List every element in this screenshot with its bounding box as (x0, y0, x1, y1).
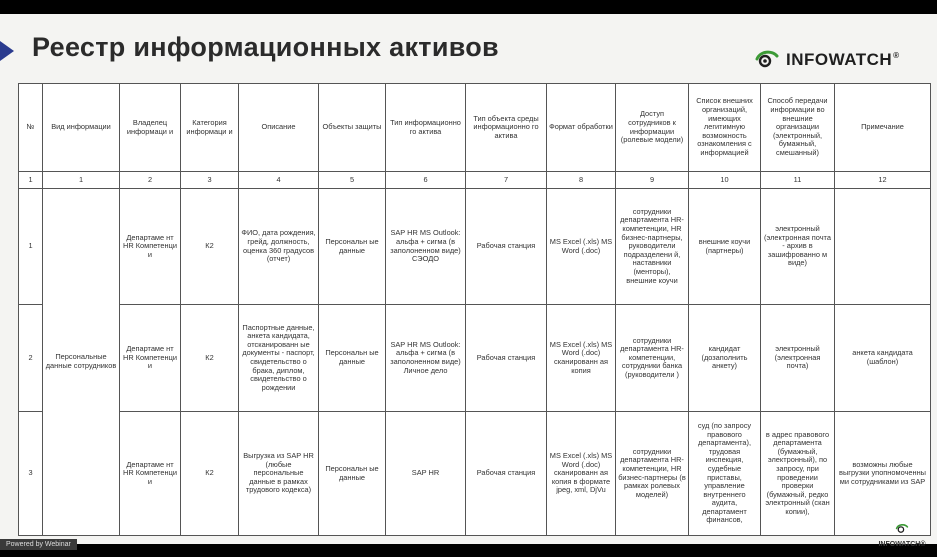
column-header: Тип информационно го актива (386, 84, 466, 172)
access-cell: сотрудники департамента HR-компетенции, сотрудники банка (руководители ) (616, 305, 689, 412)
info-type-cell: Персональные данные сотрудников (43, 189, 120, 536)
table-header-row (19, 84, 931, 172)
objects-cell: Персональн ые данные (319, 305, 386, 412)
table-row (19, 412, 931, 536)
env-type-cell: Рабочая станция (466, 189, 547, 305)
transfer-cell: электронный (электронная почта - архив в зашифрованно м виде) (761, 189, 835, 305)
column-header: Объекты защиты (319, 84, 386, 172)
description-cell: ФИО, дата рождения, грейд, должность, оценка 360 градусов (отчет) (239, 189, 319, 305)
column-number: 8 (547, 172, 616, 189)
column-header: Тип объекта среды информационно го актива (466, 84, 547, 172)
column-number: 7 (466, 172, 547, 189)
column-header: Владелец информаци и (120, 84, 181, 172)
infowatch-logo (754, 42, 900, 78)
slide (0, 14, 937, 548)
table-row (19, 189, 931, 305)
row-number: 1 (19, 189, 43, 305)
category-cell: К2 (181, 189, 239, 305)
corner-logo-text: INFOWATCH® (878, 541, 926, 548)
powered-by-badge[interactable]: Powered by Webinar (0, 539, 77, 550)
infowatch-logo-text: INFOWATCH® (786, 50, 900, 69)
column-number: 1 (19, 172, 43, 189)
owner-cell: Департаме нт HR Компетенци и (120, 412, 181, 536)
corner-infowatch-eye-icon (895, 522, 909, 536)
column-number: 11 (761, 172, 835, 189)
external-orgs-cell: суд (по запросу правового департамента), трудовая инспекция, судебные приставы, управление внутреннего аудита, департамент финансов, (689, 412, 761, 536)
column-number: 9 (616, 172, 689, 189)
column-number: 3 (181, 172, 239, 189)
note-cell: возможны любые выгрузки упопномоченны ми сотрудниками из SAP (835, 412, 931, 536)
corner-infowatch-logo (874, 522, 930, 548)
column-header: Вид информации (43, 84, 120, 172)
format-cell: MS Excel (.xls) MS Word (.doc) сканированн ая копия (547, 305, 616, 412)
row-number: 3 (19, 412, 43, 536)
column-header: Список внешних организаций, имеющих легитимную возможность ознакомления с информацией (689, 84, 761, 172)
access-cell: сотрудники департамента HR-компетенции, HR бизнес-партнеры, руководители подразделени й, наставники (менторы), внешние коучи (616, 189, 689, 305)
asset-type-cell: SAP HR MS Outlook: альфа + сигма (в заполоненном виде) Личное дело (386, 305, 466, 412)
asset-type-cell: SAP HR MS Outlook: альфа + сигма (в заполоненном виде) СЭОДО (386, 189, 466, 305)
owner-cell: Департаме нт HR Компетенци и (120, 189, 181, 305)
transfer-cell: в адрес правового департамента (бумажный, электронный), по запросу, при проведении проверки (бумажный, редко электронный (скан копии), (761, 412, 835, 536)
owner-cell: Департаме нт HR Компетенци и (120, 305, 181, 412)
column-header: Описание (239, 84, 319, 172)
objects-cell: Персональн ые данные (319, 189, 386, 305)
transfer-cell: электронный (электронная почта) (761, 305, 835, 412)
column-number: 1 (43, 172, 120, 189)
column-header: Примечание (835, 84, 931, 172)
column-number-row (19, 172, 931, 189)
title-arrow-icon (0, 41, 14, 61)
row-number: 2 (19, 305, 43, 412)
column-number: 6 (386, 172, 466, 189)
registry-table-wrap (18, 83, 930, 536)
page-title: Реестр информационных активов (32, 32, 499, 62)
description-cell: Паспортные данные, анкета кандидата, отсканированн ые документы - паспорт, свидетельство о брака, диплом, свидетельство о рождении (239, 305, 319, 412)
column-number: 12 (835, 172, 931, 189)
external-orgs-cell: внешние коучи (партнеры) (689, 189, 761, 305)
column-header: Доступ сотрудников к информации (ролевые модели) (616, 84, 689, 172)
column-number: 4 (239, 172, 319, 189)
note-cell (835, 189, 931, 305)
column-header: Способ передачи информации во внешние организации (электронный, бумажный, смешанный) (761, 84, 835, 172)
column-header: Формат обработки (547, 84, 616, 172)
format-cell: MS Excel (.xls) MS Word (.doc) (547, 189, 616, 305)
format-cell: MS Excel (.xls) MS Word (.doc) сканированн ая копия в формате jpeg, xml, DjVu (547, 412, 616, 536)
description-cell: Выгрузка из SAP HR (любые персональные данные в рамках трудового кодекса) (239, 412, 319, 536)
category-cell: К2 (181, 305, 239, 412)
category-cell: К2 (181, 412, 239, 536)
column-header: Категория информаци и (181, 84, 239, 172)
asset-type-cell: SAP HR (386, 412, 466, 536)
access-cell: сотрудники департамента HR-компетенции, HR бизнес-партнеры (в рамках ролевых моделей) (616, 412, 689, 536)
registry-table (18, 83, 931, 536)
column-header: № (19, 84, 43, 172)
external-orgs-cell: кандидат (дозаполнить анкету) (689, 305, 761, 412)
env-type-cell: Рабочая станция (466, 412, 547, 536)
column-number: 2 (120, 172, 181, 189)
objects-cell: Персональн ые данные (319, 412, 386, 536)
column-number: 5 (319, 172, 386, 189)
infowatch-eye-icon (754, 47, 780, 73)
note-cell: анкета кандидата (шаблон) (835, 305, 931, 412)
env-type-cell: Рабочая станция (466, 305, 547, 412)
table-row (19, 305, 931, 412)
column-number: 10 (689, 172, 761, 189)
